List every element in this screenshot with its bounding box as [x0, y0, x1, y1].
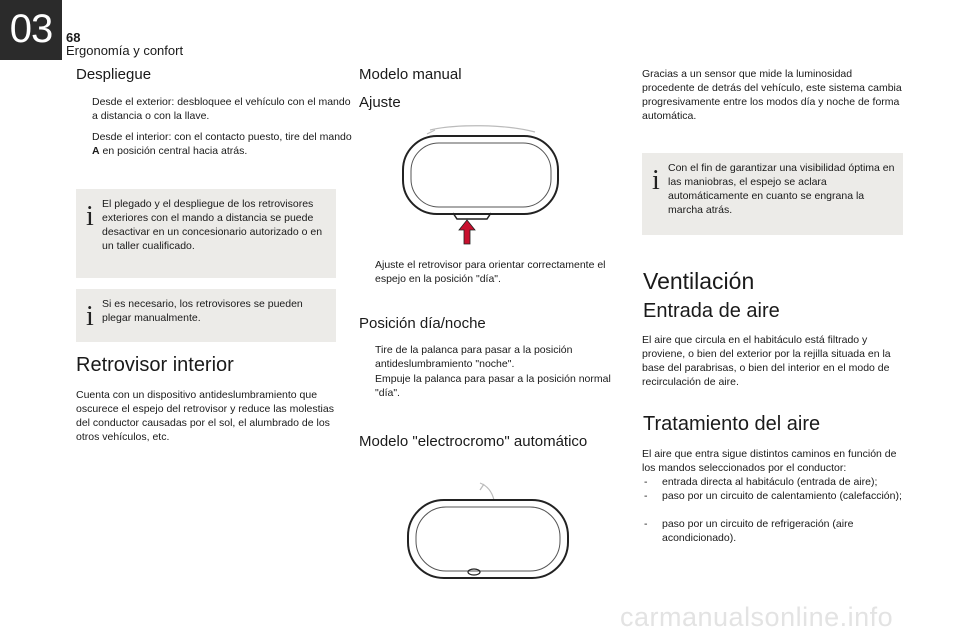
- info-icon: i: [86, 201, 94, 232]
- heading-ajuste: Ajuste: [359, 94, 401, 111]
- info-box: [76, 289, 336, 342]
- heading-ventilacion: Ventilación: [643, 268, 755, 294]
- electrochromic-mirror-illustration: [400, 478, 575, 588]
- list-item: [644, 475, 920, 489]
- retrovisor-text: Cuenta con un dispositivo antideslumbramiento que oscurece el espejo del retrovisor y reduce las molestias del conductor causadas por el sol, el alumbrado de los otros vehículos, etc.: [76, 389, 334, 443]
- list-item: [76, 130, 354, 158]
- info-text: El plegado y el despliegue de los retrovisores exteriores con el mando a distancia se puede desactivar en un concesionario autorizado o en un taller cualificado.: [102, 198, 323, 252]
- heading-despliegue: Despliegue: [76, 66, 152, 83]
- sensor-text: Gracias a un sensor que mide la luminosidad procedente de detrás del vehículo, este sistema cambia progresivamente entre los modos día y noche de forma automática.: [642, 68, 902, 122]
- watermark: carmanualsonline.info: [620, 602, 894, 632]
- chapter-tab: 03: [0, 0, 62, 60]
- bullet-text: Desde el interior: con el contacto puesto, tire del mando: [92, 131, 352, 143]
- dash-icon: -: [644, 518, 648, 530]
- dash-text: paso por un circuito de refrigeración (aire acondicionado).: [662, 518, 854, 544]
- heading-modelo-manual: Modelo manual: [359, 66, 462, 83]
- info-icon: i: [86, 301, 94, 332]
- list-item: [76, 95, 354, 123]
- heading-posicion: Posición día/noche: [359, 315, 486, 332]
- control-letter: A: [92, 145, 100, 157]
- list-item: [644, 489, 920, 503]
- bullet-text: Ajuste el retrovisor para orientar correctamente el espejo en la posición "día".: [375, 259, 606, 285]
- list-item: [359, 343, 637, 371]
- list-item: [644, 517, 920, 545]
- info-icon: i: [652, 165, 660, 196]
- info-box: [76, 189, 336, 278]
- dash-icon: -: [644, 490, 648, 502]
- bullet-text: en posición central hacia atrás.: [99, 145, 248, 157]
- heading-tratamiento-aire: Tratamiento del aire: [643, 413, 821, 435]
- bullet-text: Empuje la palanca para pasar a la posición normal "día".: [375, 373, 611, 399]
- info-box: [642, 153, 903, 235]
- section-title: Ergonomía y confort: [66, 43, 184, 58]
- dash-text: entrada directa al habitáculo (entrada de aire);: [662, 476, 878, 488]
- info-text: Con el fin de garantizar una visibilidad óptima en las maniobras, el espejo se aclara automáticamente en cuanto se engrana la marcha atrás.: [668, 162, 895, 216]
- dash-icon: -: [644, 476, 648, 488]
- list-item: [359, 372, 637, 400]
- info-text: Si es necesario, los retrovisores se pueden plegar manualmente.: [102, 298, 303, 324]
- bullet-text: Desde el exterior: desbloquee el vehículo con el mando a distancia o con la llave.: [92, 96, 351, 122]
- list-item: [359, 258, 637, 286]
- bullet-text: Tire de la palanca para pasar a la posición antideslumbramiento "noche".: [375, 344, 573, 370]
- tratamiento-text: El aire que entra sigue distintos caminos en función de los mandos seleccionados por el conductor:: [642, 448, 897, 474]
- page-number: 68: [66, 30, 81, 45]
- dash-text: paso por un circuito de calentamiento (calefacción);: [662, 490, 902, 502]
- heading-entrada-aire: Entrada de aire: [643, 300, 780, 322]
- manual-mirror-illustration: [395, 120, 565, 250]
- entrada-text: El aire que circula en el habitáculo está filtrado y proviene, o bien del exterior por la rejilla situada en la base del parabrisas, o bien del interior en el modo de recirculación de aire.: [642, 334, 891, 388]
- heading-electrocromo: Modelo "electrocromo" automático: [359, 433, 588, 450]
- heading-retrovisor-interior: Retrovisor interior: [76, 354, 234, 376]
